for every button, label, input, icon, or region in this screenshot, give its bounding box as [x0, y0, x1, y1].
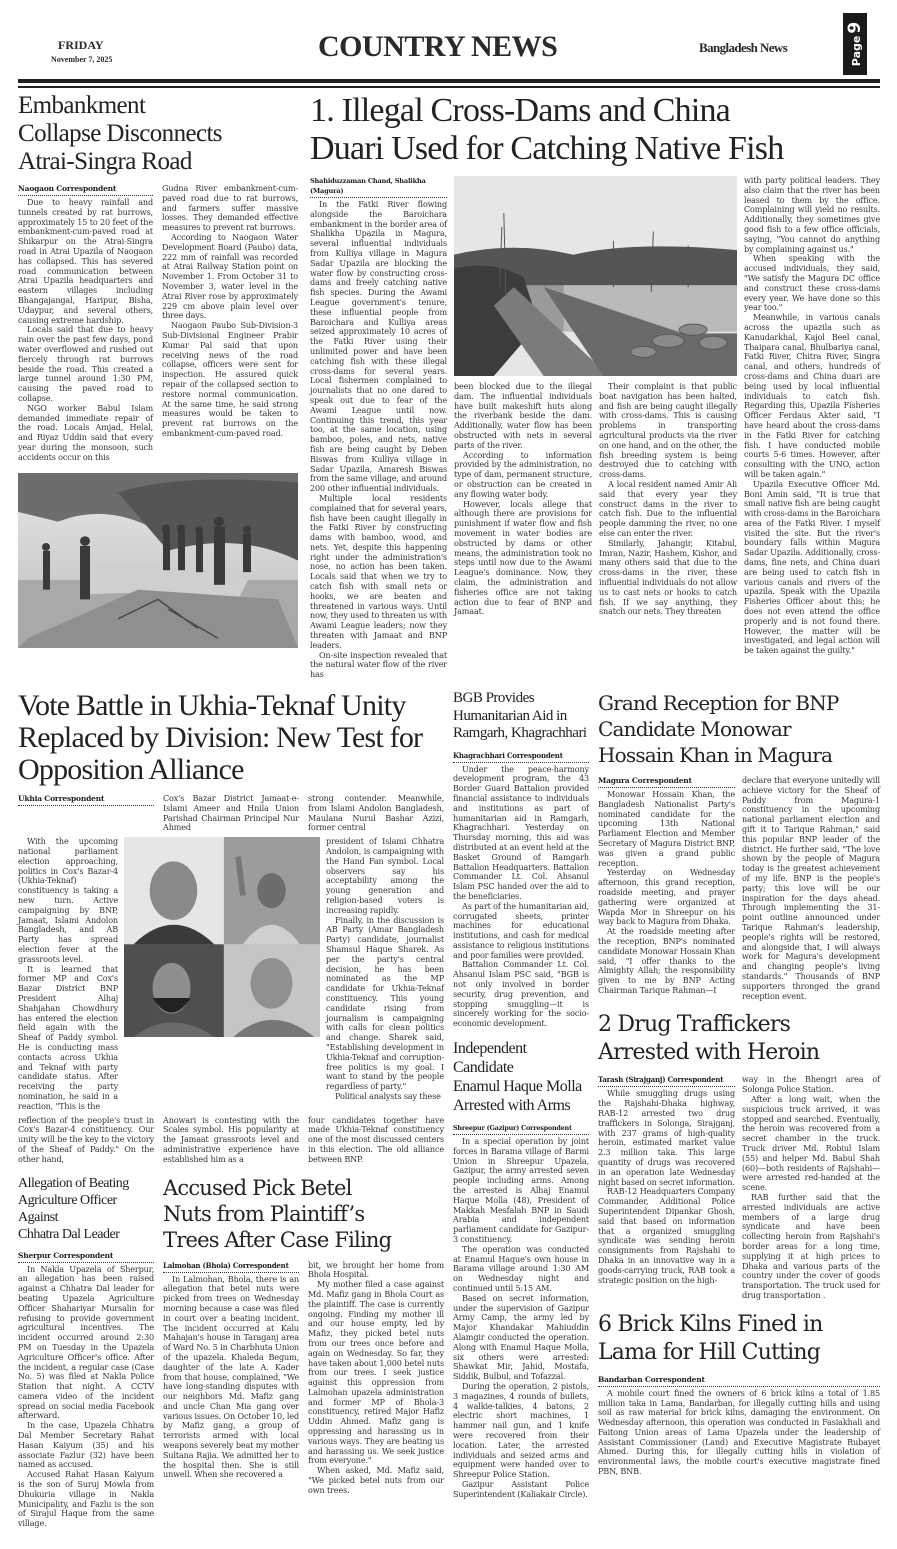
headline-line: BGB Provides	[453, 690, 535, 707]
article-bgb	[453, 690, 589, 1029]
paragraph: According to Naogaon Water Development Board (Paubo) data, 222 mm of rainfall was recorded at Atrai Railway Station point on November 1. From October 31 to November 3, water level in the Atrai River rose by approximately 229 cm above plain level over three days.	[162, 231, 298, 321]
paragraph: Cox's Bazar District Jamaat-e-Islami Ameer and Hnila Union Parishad Chairman Principal Nur Ahmed	[163, 793, 299, 833]
agriculture-body	[18, 1251, 154, 1530]
headline-line: Trees After Case Filing	[163, 1227, 392, 1252]
paragraph: declare that everyone unitedly will achieve victory for the Sheaf of Paddy from Magura-1 constituency in the upcoming national parliament election and gift it to Tarique Rahman," said this popular BNP leader of the district. He further said, "The love shown by the people of Magura today is the greatest achievement of my life. BNP is the people's party; this love will be our inspiration for the days ahead. Through implementing the 31-point outline announced under Tarique Rahman's leadership, people's rights will be restored, and alongside that, I will always work for Magura's development and changing people's living standards." Thousands of BNP supporters thronged the grand reception event.	[742, 775, 880, 1001]
paragraph: According to information provided by the administration, no type of dam, permanent structure, or obstruction can be created in any flowing water body.	[454, 449, 592, 499]
headline	[18, 92, 298, 176]
article-ukhia	[18, 690, 444, 1164]
paragraph: While smuggling drugs using the Rajshahi-Dhaka highway, RAB-12 arrested two drug traffickers in Solonga, Sirajganj, with 237 grams of high-quality heroin, estimated market value 2.3 million taka. This large quantity of drugs was recovered in an operation late Wednesday night based on secret information.	[598, 1088, 735, 1187]
paragraph: With the upcoming national parliament election approaching, politics in Cox's Bazar-4 (Ukhia-Teknaf) constituency is taking a new turn. Active campaigning by BNP, Jamaat, Islami Andolon Bangladesh, and AB Party has spread election fever at the grassroots level.	[18, 836, 118, 964]
paragraph: president of Islami Chhatra Andolon, is campaigning with the Hand Fan symbol. Local observers say his acceptability among the young generation and religion-based voters is increasing rapidly.	[326, 836, 444, 915]
magura-columns	[598, 776, 880, 1001]
paragraph: When speaking with the accused individuals, they said, "We satisfy the Magura DC office and construct these cross-dams every year. We have done so this year too."	[744, 253, 880, 313]
article-independent	[453, 1039, 589, 1499]
bgb-body	[453, 751, 589, 1030]
paragraph: way in the Bhengri area of Solonga Police Station.	[742, 1074, 880, 1095]
paragraph: In Lalmohan, Bhola, there is an allegation that betel nuts were picked from trees on Wednesday morning because a case was filed in court over a beating incident. The incident occurred at Kalu Mahajan's house in Taraganj area of Ward No. 5 in Charbhuta Union of the upazela. Khaleda Begum, daughter of the late A. Kader from that house, complained, "We have long-standing disputes with our neighbors Md. Mafiz gang and uncle Chan Mia gang over various issues. On October 10, led by Mafiz gang, a group of terrorists armed with local weapons severely beat my mother Sultana Rajia. We admitted her to the hospital then. She is still unwell. When she recovered a	[163, 1273, 299, 1480]
paragraph: It is learned that former MP and Cox's Bazar District BNP President Alhaj Shahjahan Chowdhury has entered the election field again with the Sheaf of Paddy symbol. He is conducting mass contacts across Ukhia and Teknaf with party candidate status. After receiving the party nomination, he said in a reaction, "This is the	[18, 963, 118, 1111]
drug-col1	[598, 1075, 735, 1285]
byline: Khagrachhari Correspondent	[453, 751, 589, 763]
paragraph: Naogaon Paubo Sub-Division-3 Sub-Divisional Engineer Prabir Kumar Pal said that upon receiving news of the road collapse, officers were sent for inspection. He assured quick repair of the collapsed section to restore normal communication. At the same time, he said strong measures would be taken to prevent rat burrows on the embankment-cum-paved road.	[162, 320, 298, 438]
headline-line: Opposition Alliance	[18, 753, 244, 787]
headline-line: Enamul Haque Molla	[453, 1078, 582, 1096]
paragraph: Under the peace-harmony development program, the 43 Border Guard Battalion provided financial assistance to individuals and institutions as part of humanitarian aid in Ramgarh, Khagrachhari. Yesterday on Thursday morning, this aid was distributed at an event held at the Basket Ground of Ramgarh Battalion Headquarters. Battalion Commander Lt. Col. Ahsanul Islam PSC handed over the aid to the beneficiaries.	[453, 763, 589, 901]
crossdams-col3	[599, 382, 737, 617]
paragraph: Their complaint is that public boat navigation has been halted, and fish are being caught illegally with cross-dams. This is causing problems in transporting agricultural products via the river on one hand, and on the other, the fish breeding system is being destroyed due to catching with cross-dams.	[599, 381, 737, 480]
paragraph: Upazila Executive Officer Md. Boni Amin said, "It is true that small native fish are being caught with cross-dams in the Baroichara area of the Fatki River. I myself visited the site. But the river's boundary falls within Magura Sadar Upazila. Additionally, cross-dams, fine nets, and China duari are being used to catch fish in various canals and rivers of the upazila. Speak with the Upazila Fisheries Officer about this; he does not even attend the office properly and is not found there. However, the matter will be investigated, and legal action will be taken against the guilty."	[744, 478, 880, 656]
betel-columns	[163, 1261, 444, 1496]
headline	[453, 690, 589, 743]
paragraph: In the Fatki River flowing alongside the Baroichara embankment in the border area of Shalikha Upazila in Magura, several influential individuals from Kulliya village in Magura Sadar Upazila are blocking the water flow by constructing cross-dams and freely catching native fish species. During the Awami League government's tenure, these influential people from Baroichara and Kulliya areas seized approximately 10 acres of the Fatki River using their unlimited power and have been catching fish with these illegal cross-dams for several years. Local fishermen complained to journalists that no one dared to speak out due to fear of the Awami League until now. Continuing this trend, this year too, at the same location, using bamboo, poles, and nets, native fish are being caught by Deben Biswas from Kulliya village in Sadar Upazila, Amaresh Biswas from the same village, and around 200 other influential individuals.	[310, 199, 447, 494]
article-betel	[163, 1175, 444, 1496]
betel-col1	[163, 1261, 299, 1481]
article-crossdams	[310, 92, 880, 680]
byline: Ukhia Correspondent	[18, 794, 154, 806]
paragraph: My mother filed a case against Md. Mafiz gang in Bhola Court as the plaintiff. The case is currently ongoing. Finding my mother ill and our house empty, led by Mafiz, they picked betel nuts from our trees once before and again on Wednesday. So far, they have taken about 1,000 betel nuts from our trees. I seek justice against this oppression from Lalmohan upazela administration and former MP of Bhola-3 constituency, retired Major Hafiz Uddin Ahmed. Mafiz gang is oppressing and harassing us in various ways. They are beating us and harassing us. We seek justice from everyone."	[308, 1279, 444, 1466]
left-band	[18, 690, 444, 1529]
paragraph: Yesterday on Wednesday afternoon, this grand reception, roadside meeting, and prayer gathering were organized at Wapda Mor in Shreepur on his way back to Magura from Dhaka.	[598, 867, 735, 927]
headline	[453, 1039, 589, 1115]
magura-col1	[598, 776, 735, 996]
ukhia-col1-mid	[18, 837, 118, 1111]
headline-line: Vote Battle in Ukhia-Teknaf Unity	[18, 689, 406, 723]
independent-body	[453, 1123, 589, 1499]
paper-name: Bangladesh News	[699, 40, 788, 55]
magura-col2	[742, 776, 880, 1001]
lower-left-row	[18, 1175, 444, 1530]
headline	[18, 1175, 154, 1243]
paragraph: been blocked due to the illegal dam. The influential individuals have built makeshift huts along the riverbank beside the dam. Additionally, water flow has been obstructed with nets in several parts of the river.	[454, 381, 592, 450]
article-magura	[598, 690, 880, 1001]
embankment-columns	[18, 184, 298, 463]
headline-line: Agriculture Officer Against	[18, 1192, 117, 1225]
paragraph: Multiple local residents complained that for several years, fish have been caught illegally in the Fatki River by constructing dams with bamboo, wood, and nets. Yet, despite this happening right under the administration's nose, no action has been taken. Locals said that when we try to catch fish with small nets or hooks, we are beaten and threatened in various ways. Until now, they used to threaten us with Awami League leaders; now they threaten with Jamaat and BNP leaders.	[310, 492, 447, 650]
brick-body	[598, 1375, 880, 1477]
paragraph: with party political leaders. They also claim that the river has been leased to them by the office. Complaining will yield no results. Additionally, they sometimes give good fish to a few office officials, saying, "You cannot do anything by complaining against us."	[744, 175, 880, 254]
paragraph: Locals said that due to heavy rain over the past few days, pond water overflowed and rushed out fiercely through rat burrows beside the road. This created a large tunnel around 1:30 PM, causing the paved road to collapse.	[18, 324, 153, 403]
headline-line: Atrai-Singra Road	[18, 148, 192, 175]
ukhia-top-strip	[18, 794, 444, 833]
crossdams-columns	[310, 176, 880, 680]
headline	[310, 92, 880, 168]
page-number: 9	[845, 21, 865, 34]
byline: Tarash (Sirajganj) Correspondent	[598, 1075, 735, 1087]
paragraph: strong contender. Meanwhile, from Islami Andolon Bangladesh, Maulana Nurul Bashar Azizi, former central	[308, 793, 444, 833]
paragraph: Finally, in the discussion is AB Party (Amar Bangladesh Party) candidate, journalist Shamsul Haque Sharek. As per the party's central decision, he has been nominated as the MP candidate for Ukhia-Teknaf constituency. This young candidate rising from journalism is campaigning with calls for clean politics and change. Sharek said, "Establishing development in Ukhia-Teknaf and corruption-free politics is my goal. I want to stand by the people regardless of party."	[326, 914, 444, 1092]
byline: Naogaon Correspondent	[18, 184, 153, 196]
byline: Shreepur (Gazipur) Correspondent	[453, 1123, 589, 1135]
byline: Magura Correspondent	[598, 776, 735, 788]
headline-line: Humanitarian Aid in	[453, 707, 567, 724]
paragraph: Anowari is contesting with the Scales symbol. His popularity at the Jamaat grassroots level and administrative experience have established him as a	[163, 1114, 299, 1164]
crossdams-col1	[310, 176, 447, 680]
ukhia-middle	[18, 837, 444, 1111]
paragraph: However, locals allege that although there are provisions for punishment if water flow and fish movement in water bodies are obstructed by dams or other means, the administration took no steps until now due to the Awami League's dominance. Now, they claim, the administration and fisheries office are not taking action due to fear of BNP and Jamaat.	[454, 498, 592, 617]
page-label: Page	[850, 35, 863, 67]
headline-line: Nuts from Plaintiff’s	[163, 1201, 365, 1226]
cross-dam-photo	[454, 176, 737, 376]
paragraph: A local resident named Amir Ali said that every year they construct dams in the river to catch fish. Due to the influential people damming the river, no one else can enter the river.	[599, 478, 737, 538]
paragraph: Political analysts say these	[335, 1090, 441, 1101]
paragraph: Meanwhile, in various canals across the upazila such as Kanudarkhal, Kajol Beel canal, Thaipara canal, Bhulbariya canal, Fatki River, Chitra River, Singra canal, and others, hundreds of cross-dams and China duari are being used by local influential individuals to catch fish. Regarding this, Upazila Fisheries Officer Ferdaus Akter said, "I have heard about the cross-dams in the Fatki River for catching fish. I have conducted mobile courts 5-6 times. However, after consulting with the UNO, action will be taken again."	[744, 312, 880, 479]
ukhia-col3-top	[308, 794, 444, 833]
ukhia-col1-head	[18, 794, 154, 808]
headline	[598, 1311, 880, 1367]
byline: Sherpur Correspondent	[18, 1251, 154, 1263]
top-row	[18, 92, 880, 680]
crossdams-col4	[744, 176, 880, 656]
paragraph: Gazipur Assistant Police Superintendent (Kaliakair Circle).	[453, 1478, 589, 1499]
ukhia-col1-bottom	[18, 1116, 154, 1165]
paragraph: At the roadside meeting after the reception, BNP's nominated candidate Monowar Hossain Khan said, "I offer thanks to the Almighty Allah; the responsibility given to me by BNP Acting Chairman Tarique Rahman—I	[598, 926, 735, 995]
paragraph: reflection of the people's trust in Cox's Bazar-4 constituency. Our unity will be the key to the victory of the Sheaf of Paddy." On the other hand,	[18, 1114, 154, 1164]
paragraph: In a special operation by joint forces in Barama village of Barmi Union in Shreepur Upazela, Gazipur, the army arrested seven people including arms. Among the arrested is Alhaj Enamul Haque Molla (48), President of Makkah Mesfalah BNP in Saudi Arabia and independent parliament candidate for Gazipur-3 constituency.	[453, 1136, 589, 1245]
ukhia-col2-bottom	[163, 1116, 299, 1165]
masthead	[18, 0, 880, 92]
paragraph: RAB further said that the arrested individuals are active members of a large drug syndicate and have been collecting heroin from Rajshahi's border areas for a long time, supplying it at high prices to Dhaka and various parts of the country under the cover of goods transportation. The truck used for drug transportation .	[742, 1191, 880, 1300]
masthead-rule-thick	[18, 79, 880, 83]
article-agriculture	[18, 1175, 154, 1530]
embankment-col2	[162, 184, 298, 439]
byline: Shahiduzzaman Chand, Shalikha (Magura)	[310, 176, 447, 198]
headline-line: Allegation of Beating	[18, 1175, 129, 1191]
right-band	[598, 690, 880, 1477]
headline-line: Embankment	[18, 92, 146, 119]
headline-line: Replaced by Division: New Test for	[18, 721, 423, 755]
ukhia-col2-top	[163, 794, 299, 833]
page-badge	[843, 13, 867, 75]
masthead-date: November 7, 2025	[51, 55, 113, 64]
paragraph: Battalion Commander Lt. Col. Ahsanul Islam PSC said, "BGB is not only involved in border security, drug prevention, and stopping smuggling—it is sincerely working for the socio-economic development.	[453, 959, 589, 1029]
headline	[598, 1011, 880, 1067]
paragraph: When asked, Md. Mafiz said, "We picked betel nuts from our own trees.	[308, 1465, 444, 1495]
drug-columns	[598, 1075, 880, 1300]
betel-col2	[308, 1261, 444, 1496]
paragraph: After a long wait, when the suspicious truck arrived, it was stopped and searched. Eventually, the heroin was recovered from a secret chamber in the truck. Truck driver Md. Robiul Islam (55) and helper Md. Babul Shah (60)—both residents of Rajshahi—were arrested red-handed at the scene.	[742, 1093, 880, 1193]
ukhia-bottom-strip	[18, 1116, 444, 1165]
headline-line: Collapse Disconnects	[18, 120, 222, 147]
paragraph: Similarly, Jahangir, Kitabul, Imran, Nazir, Hashem, Kishor, and many others said that due to the cross-dams in the river, these influential individuals do not allow us to cast nets or hooks to catch fish. If we say anything, they snatch our nets. They threaten	[599, 537, 737, 617]
headline-line: Duari Used for Catching Native Fish	[310, 130, 784, 167]
crossdams-middle	[454, 176, 737, 617]
byline: Lalmohan (Bhola) Correspondent	[163, 1261, 299, 1273]
paragraph: bit, we brought her home from Bhola Hospital.	[308, 1259, 444, 1280]
article-drug	[598, 1011, 880, 1300]
ukhia-col3-bottom	[308, 1116, 444, 1165]
headline-line: 2 Drug Traffickers	[598, 1012, 791, 1038]
headline-line: Lama for Hill Cutting	[598, 1339, 821, 1365]
headline-line: Chhatra Dal Leader	[18, 1226, 120, 1242]
headline-line: 6 Brick Kilns Fined in	[598, 1311, 823, 1337]
paragraph: As part of the humanitarian aid, corrugated sheets, printer machines for educational institutions, and cash for medical assistance to religious institutions and poor families were provided.	[453, 900, 589, 960]
paragraph: RAB-12 Headquarters Company Commander, Additional Police Superintendent Dipankar Ghosh, said that based on information that a organized smuggling syndicate was sending heroin consignments from Rajshahi to Dhaka in an innovative way in a goods-carrying truck, RAB took a strategic position on the high-	[598, 1186, 735, 1285]
headline-line: 1. Illegal Cross-Dams and China	[310, 92, 730, 129]
masthead-rule-thin	[18, 86, 880, 88]
masthead-day: FRIDAY	[58, 38, 104, 52]
paragraph: Monowar Hossain Khan, the Bangladesh Nationalist Party's nominated candidate for the upcoming 13th National Parliament Election and Member Secretary of Magura District BNP, was given a grand public reception.	[598, 789, 735, 868]
article-embankment	[18, 92, 298, 648]
headline	[163, 1175, 444, 1253]
road-collapse-photo	[18, 473, 298, 648]
ukhia-col3-mid	[326, 837, 444, 1102]
paragraph: NGO worker Babul Islam demanded immediate repair of the road. Locals Amjad, Helal, and Riyaz Uddin said that every year during the monsoon, such accidents occur on this	[18, 402, 153, 462]
paragraph: Due to heavy rainfall and tunnels created by rat burrows, approximately 15 to 20 feet of the embankment-cum-paved road at Shikarpur on the Atrai-Singra road in Atrai Upazila of Naogaon has collapsed. This has severed road communication between Atrai Upazila headquarters and eastern villages including Bhangajangal, Haripur, Bisha, Udaypur, and several others, causing extreme hardship.	[18, 197, 153, 325]
headline	[598, 690, 880, 768]
drug-col2	[742, 1075, 880, 1300]
candidates-photo	[124, 837, 320, 1037]
headline-line: Accused Pick Betel	[163, 1175, 352, 1200]
headline-line: Candidate Monowar	[598, 717, 791, 742]
section-title: COUNTRY NEWS	[318, 30, 558, 63]
embankment-col1	[18, 184, 153, 463]
paragraph: Based on secret information, under the supervision of Gazipur Army Camp, the army led by Major Khandakar Mahiuddin Alamgir conducted the operation. Along with Enamul Haque Molla, six others were arrested: Shawkat Mir, Jahid, Mostafa, Siddik, Bulbul, and Tofazzal.	[453, 1292, 589, 1382]
paragraph: In Nakla Upazela of Sherpur, an allegation has been raised against a Chhatra Dal leader for beating Upazela Agriculture Officer Shahariyar Mursalin for refusing to provide government agricultural incentives. The incident occurred around 2:30 PM on Tuesday in the Upazela Agriculture Officer's office. After the incident, a regular case (Case No. 5) was filed at Nakla Police Station that night. A CCTV camera video of the incident spread on social media Facebook afterward.	[18, 1263, 154, 1421]
paragraph: The operation was conducted at Enamul Haque's own house in Barama village around 1:30 AM on Wednesday night and continued until 5:15 AM.	[453, 1243, 589, 1294]
paragraph: Gudna River embankment-cum-paved road due to rat burrows, and farmers suffer massive losses. They demanded effective measures to prevent rat burrows.	[162, 183, 298, 233]
crossdams-col2	[454, 382, 592, 617]
paragraph: A mobile court fined the owners of 6 brick kilns a total of 1.85 million taka in Lama, Bandarban, for illegally cutting hills and using soil as raw material for brick kilns, damaging the environment. On Wednesday afternoon, this operation was conducted in Fasiakhali and Faitong Union areas of Lama Upazela under the leadership of Assistant Commissioner (Land) and Executive Magistrate Rubayet Ahmed. During this, for illegally cutting hills in violation of environmental laws, the mobile court's executive magistrate fined PBN, BNB.	[598, 1387, 880, 1477]
middle-band	[453, 690, 589, 1500]
headline-line: Ramgarh, Khagrachhari	[453, 725, 587, 742]
headline-line: Arrested with Arms	[453, 1097, 571, 1115]
crossdams-under-photo	[454, 382, 737, 617]
headline-line: Independent Candidate	[453, 1040, 527, 1077]
headline	[18, 690, 444, 786]
headline-line: Grand Reception for BNP	[598, 691, 839, 716]
headline-line: Arrested with Heroin	[598, 1040, 820, 1066]
paragraph: During the operation, 2 pistols, 3 magazines, 4 rounds of bullets, 4 walkie-talkies, 4 batons, 2 electric short machines, 1 hammer nail gun, and 1 knife were recovered from their location. Later, the arrested individuals and seized arms and equipment were handed over to Shreepur Police Station.	[453, 1380, 589, 1480]
article-brick	[598, 1311, 880, 1477]
lower-section	[18, 690, 880, 1529]
paragraph: On-site inspection revealed that the natural water flow of the river has	[310, 649, 447, 680]
byline: Bandarban Correspondent	[598, 1375, 880, 1387]
paragraph: In the case, Upazela Chhatra Dal Member Secretary Rahat Hasan Kaiyum (35) and his associate Fazlur (32) have been named as accused.	[18, 1420, 154, 1470]
paragraph: four candidates together have made Ukhia-Teknaf constituency one of the most discussed centers in this election. The old alliance between BNP.	[308, 1114, 444, 1164]
paragraph: Accused Rahat Hasan Kaiyum is the son of Suruj Mowla from Dhukuria village in Nakla Municipality, and Fazlu is the son of Sirajul Haque from the same village.	[18, 1469, 154, 1529]
headline-line: Hossain Khan in Magura	[598, 743, 833, 768]
